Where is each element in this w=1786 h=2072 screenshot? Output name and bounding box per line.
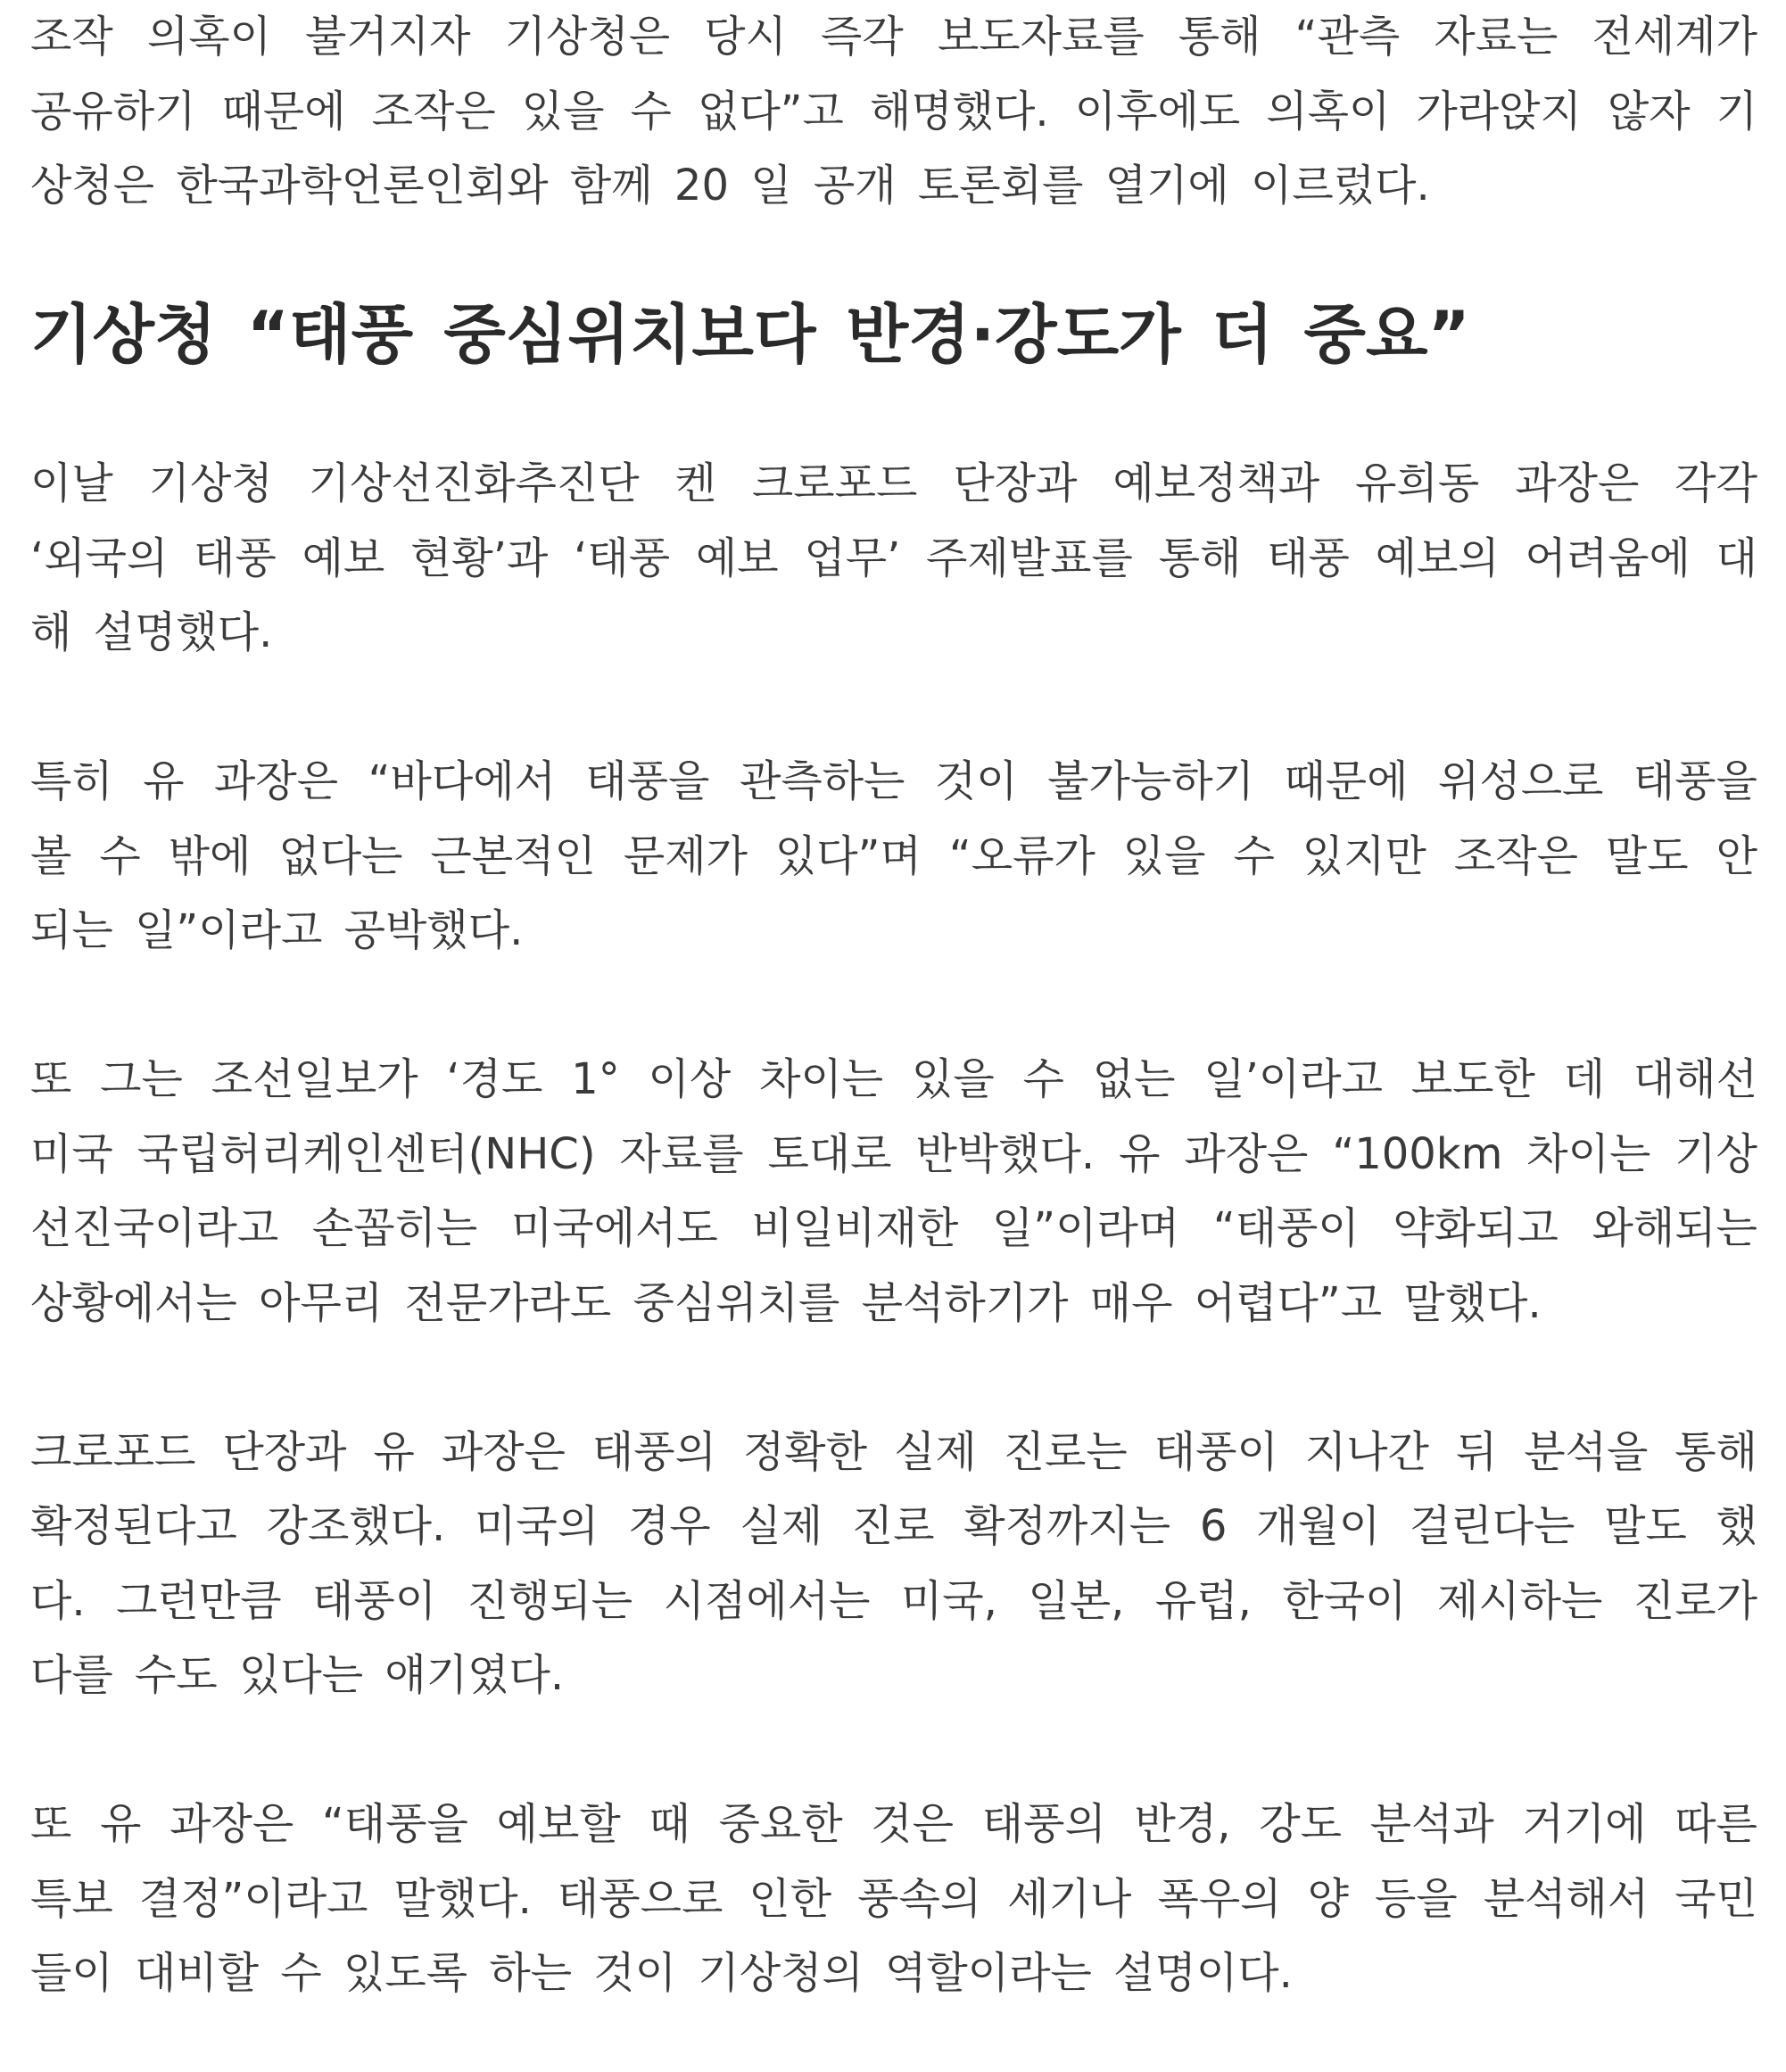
paragraph-line: 해 설명했다. xyxy=(30,607,273,657)
paragraph-line: 다. 그런만큼 태풍이 진행되는 시점에서는 미국, 일본, 유럽, 한국이 제시하는 진로가 xyxy=(30,1575,1757,1626)
article-body xyxy=(30,0,1757,2011)
paragraph-line: 또 그는 조선일보가 ‘경도 1° 이상 차이는 있을 수 없는 일’이라고 보도한 데 대해선 xyxy=(30,1054,1757,1104)
paragraph-1 xyxy=(30,0,1757,224)
paragraph-line: 공유하기 때문에 조작은 있을 수 없다”고 해명했다. 이후에도 의혹이 가라앉지 않자 기 xyxy=(30,86,1757,136)
paragraph-line: 특히 유 과장은 “바다에서 태풍을 관측하는 것이 불가능하기 때문에 위성으로 태풍을 xyxy=(30,756,1757,806)
paragraph-line: ‘외국의 태풍 예보 현황’과 ‘태풍 예보 업무’ 주제발표를 통해 태풍 예보의 어려움에 대 xyxy=(30,532,1757,583)
paragraph-4 xyxy=(30,1043,1757,1341)
paragraph-line: 이날 기상청 기상선진화추진단 켄 크로포드 단장과 예보정책과 유희동 과장은 각각 xyxy=(30,458,1757,508)
paragraph-line: 미국 국립허리케인센터(NHC) 자료를 토대로 반박했다. 유 과장은 “100km 차이는 기상 xyxy=(30,1128,1757,1179)
paragraph-line: 선진국이라고 손꼽히는 미국에서도 비일비재한 일”이라며 “태풍이 약화되고 와해되는 xyxy=(30,1203,1757,1253)
paragraph-3 xyxy=(30,745,1757,969)
paragraph-2 xyxy=(30,447,1757,671)
paragraph-line: 다를 수도 있다는 얘기였다. xyxy=(30,1650,565,1700)
paragraph-line: 특보 결정”이라고 말했다. 태풍으로 인한 풍속의 세기나 폭우의 양 등을 분석해서 국민 xyxy=(30,1873,1757,1924)
paragraph-line: 상황에서는 아무리 전문가라도 중심위치를 분석하기가 매우 어렵다”고 말했다. xyxy=(30,1277,1542,1328)
paragraph-line: 들이 대비할 수 있도록 하는 것이 기상청의 역할이라는 설명이다. xyxy=(30,1948,1293,1998)
section-heading: 기상청 “태풍 중심위치보다 반경·강도가 더 중요” xyxy=(30,297,1470,372)
paragraph-line: 크로포드 단장과 유 과장은 태풍의 정확한 실제 진로는 태풍이 지나간 뒤 분석을 통해 xyxy=(30,1426,1757,1477)
paragraph-line: 볼 수 밖에 없다는 근본적인 문제가 있다”며 “오류가 있을 수 있지만 조작은 말도 안 xyxy=(30,830,1757,881)
paragraph-line: 또 유 과장은 “태풍을 예보할 때 중요한 것은 태풍의 반경, 강도 분석과 거기에 따른 xyxy=(30,1799,1757,1849)
paragraph-6 xyxy=(30,1787,1757,2011)
paragraph-line: 확정된다고 강조했다. 미국의 경우 실제 진로 확정까지는 6 개월이 걸린다는 말도 했 xyxy=(30,1501,1757,1551)
paragraph-line: 조작 의혹이 불거지자 기상청은 당시 즉각 보도자료를 통해 “관측 자료는 전세계가 xyxy=(30,12,1757,62)
paragraph-line: 상청은 한국과학언론인회와 함께 20 일 공개 토론회를 열기에 이르렀다. xyxy=(30,161,1430,211)
paragraph-5 xyxy=(30,1416,1757,1713)
paragraph-line: 되는 일”이라고 공박했다. xyxy=(30,905,524,955)
